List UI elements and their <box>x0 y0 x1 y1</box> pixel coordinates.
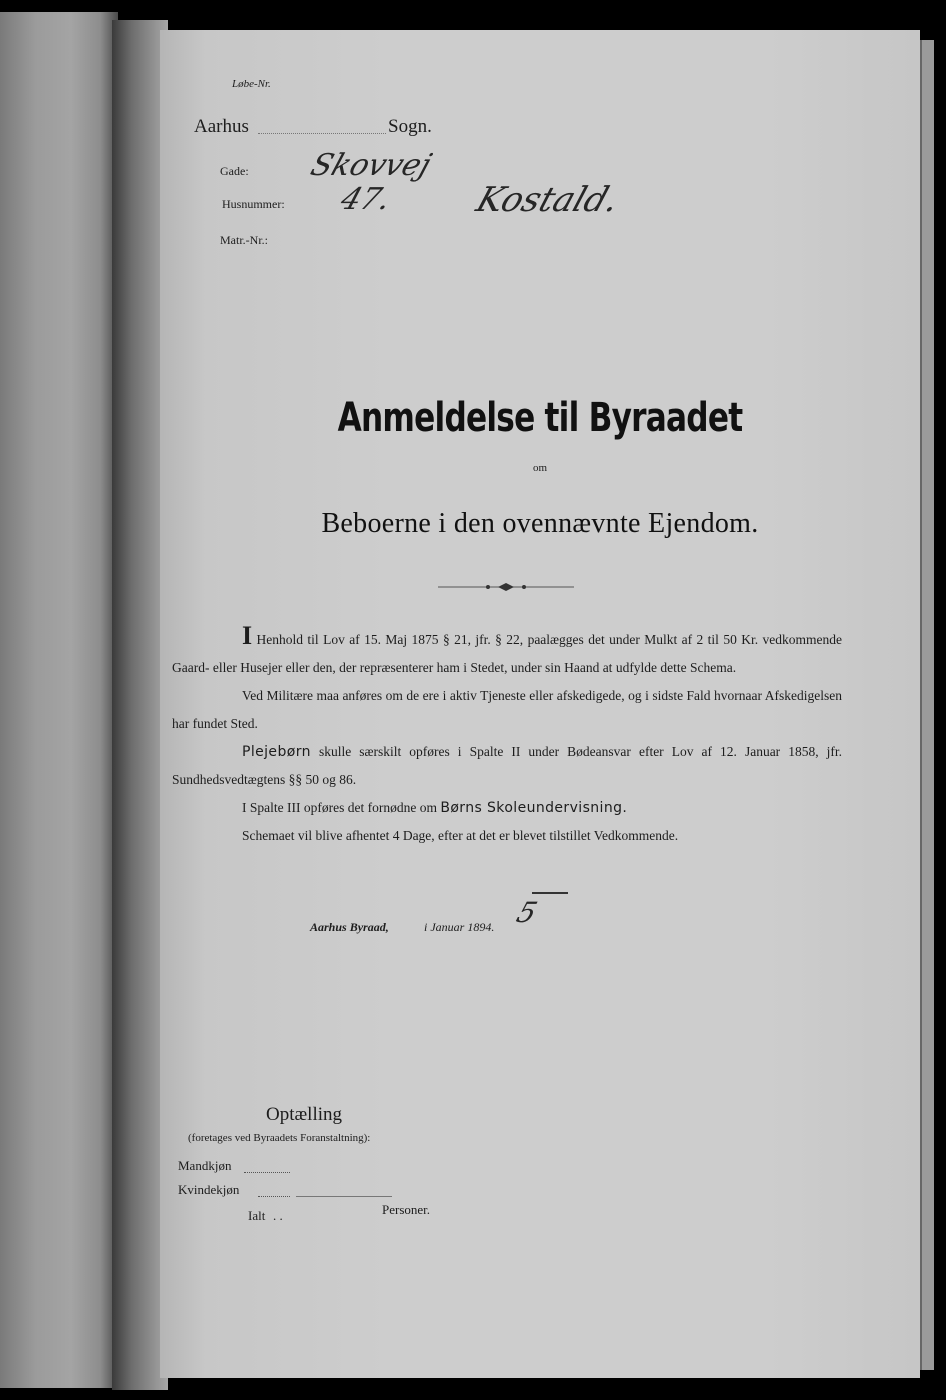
total-label: Ialt <box>248 1208 266 1223</box>
female-label: Kvindekjøn <box>178 1182 240 1197</box>
count-subtitle: (foretages ved Byraadets Foranstaltning): <box>188 1132 371 1144</box>
paragraph-4 <box>172 794 842 822</box>
parish-label: Sogn. <box>388 116 432 137</box>
male-label: Mandkjøn <box>178 1158 232 1173</box>
parish-dotline <box>258 133 386 134</box>
document-subtitle: Beboerne i den ovennævnte Ejendom. <box>321 508 759 539</box>
count-title: Optælling <box>266 1104 343 1125</box>
matr-nr-label: Matr.-Nr.: <box>220 233 268 247</box>
paragraph-3 <box>172 738 842 794</box>
date-correction-handwritten: 5 <box>512 896 542 929</box>
signature-org: Aarhus Byraad, <box>310 920 389 934</box>
total-dots: . . <box>273 1208 283 1223</box>
paragraph-5: Schemaet vil blive afhentet 4 Dage, efter at det er blevet tilstillet Vedkommende. <box>242 828 679 843</box>
lobe-nr-label: Løbe-Nr. <box>232 78 271 90</box>
page-stack-line <box>920 40 922 1370</box>
sum-line <box>296 1196 392 1197</box>
parish-name: Aarhus <box>194 116 249 137</box>
form-page <box>160 30 920 1378</box>
paragraph-4-emphasis: Børns Skoleundervisning. <box>440 800 628 816</box>
house-number-label: Husnummer: <box>222 197 285 211</box>
paragraph-2: Ved Militære maa anføres om de ere i aktiv Tjeneste eller afskedigede, og i sidste Fald hvornaar Afskedigelsen har fundet Sted. <box>172 688 842 731</box>
street-label: Gade: <box>220 164 249 178</box>
document-title: Anmeldelse til Byraadet <box>337 395 743 441</box>
title-connector: om <box>532 462 548 474</box>
paragraph-3-emphasis: Plejebørn <box>242 744 311 760</box>
street-handwritten: Skovvej <box>306 148 436 183</box>
male-dotline <box>244 1172 290 1173</box>
paragraph-1-text: Henhold til Lov af 15. Maj 1875 § 21, jfr. § 22, paalægges det under Mulkt af 2 til 50 Kr. vedkommende Gaard- eller Husejer eller den, der repræsenterer ham i Stedet, under sin Haand at udfylde dette Schema. <box>172 632 842 675</box>
instructions <box>172 621 843 850</box>
date-correction-stroke <box>532 892 568 894</box>
paragraph-1 <box>172 621 842 682</box>
persons-label: Personer. <box>382 1202 431 1217</box>
name-handwritten: Kostald. <box>471 180 625 220</box>
paragraph-3-text: skulle særskilt opføres i Spalte II under Bødeansvar efter Lov af 12. Januar 1858, jfr. Sundhedsvedtægtens §§ 50 og 86. <box>172 744 843 787</box>
signature-date: i Januar 1894. <box>424 920 495 934</box>
paragraph-4-text: I Spalte III opføres det fornødne om <box>242 800 437 815</box>
dropcap: I <box>242 621 253 650</box>
house-handwritten: 47. <box>336 182 396 217</box>
female-dotline <box>258 1196 290 1197</box>
ornament-divider <box>438 580 574 594</box>
left-page-edge <box>0 12 118 1388</box>
